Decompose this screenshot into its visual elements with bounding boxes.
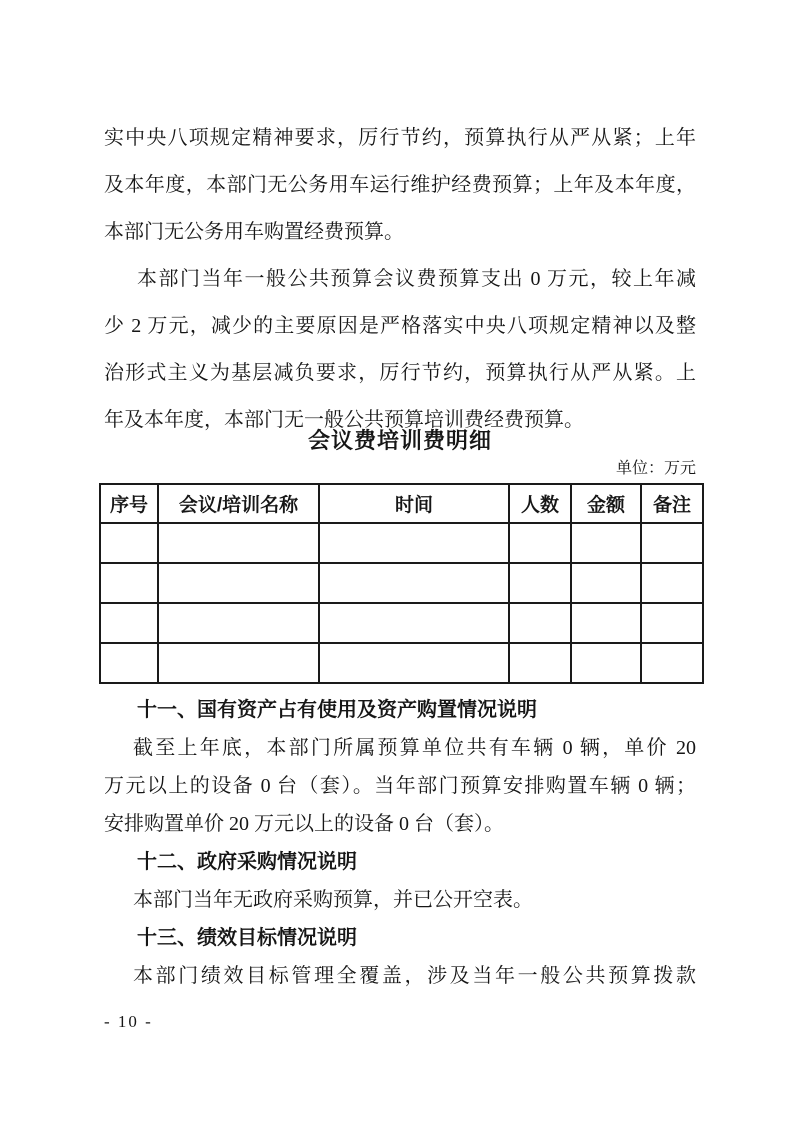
empty-cell [641,563,703,603]
column-header-index: 序号 [100,484,158,523]
table-row [100,643,703,683]
paragraph-line: 安排购置单价 20 万元以上的设备 0 台（套）。 [104,813,504,835]
section-13-heading: 十三、绩效目标情况说明 [137,927,357,949]
empty-cell [319,643,509,683]
paragraph-line: 实中央八项规定精神要求，厉行节约，预算执行从严从紧；上年 [104,127,696,149]
column-header-amount: 金额 [571,484,641,523]
column-header-name: 会议/培训名称 [158,484,319,523]
paragraph-line: 年及本年度，本部门无一般公共预算培训费经费预算。 [104,409,584,431]
empty-cell [100,563,158,603]
column-header-people: 人数 [509,484,571,523]
empty-cell [641,603,703,643]
paragraph-line: 万元以上的设备 0 台（套）。当年部门预算安排购置车辆 0 辆； [104,775,696,797]
empty-cell [571,643,641,683]
column-header-remark: 备注 [641,484,703,523]
empty-cell [100,603,158,643]
paragraph-line: 本部门当年无政府采购预算，并已公开空表。 [133,889,533,911]
empty-cell [158,643,319,683]
meeting-training-table [99,483,704,684]
empty-cell [100,523,158,563]
table-header-row [100,484,703,523]
empty-cell [571,603,641,643]
table-row [100,523,703,563]
empty-cell [319,523,509,563]
empty-cell [319,563,509,603]
empty-cell [158,603,319,643]
unit-note: 单位：万元 [615,460,696,477]
empty-cell [509,563,571,603]
table-title: 会议费培训费明细 [307,428,492,453]
top-paragraphs [104,115,696,444]
empty-cell [158,523,319,563]
paragraph-line: 截至上年底，本部门所属预算单位共有车辆 0 辆，单价 20 [133,737,696,759]
empty-cell [571,523,641,563]
section-11-heading: 十一、国有资产占有使用及资产购置情况说明 [137,699,537,721]
empty-cell [571,563,641,603]
page-number: - 10 - [104,1012,153,1031]
paragraph-line: 本部门绩效目标管理全覆盖，涉及当年一般公共预算拨款 [133,965,696,987]
table-row [100,603,703,643]
lower-sections [104,691,696,995]
paragraph-line: 少 2 万元，减少的主要原因是严格落实中央八项规定精神以及整 [104,315,696,337]
empty-cell [100,643,158,683]
empty-cell [509,643,571,683]
column-header-time: 时间 [319,484,509,523]
section-12-heading: 十二、政府采购情况说明 [137,851,357,873]
table-row [100,563,703,603]
paragraph-line: 本部门当年一般公共预算会议费预算支出 0 万元，较上年减 [137,268,696,290]
paragraph-line: 治形式主义为基层减负要求，厉行节约，预算执行从严从紧。上 [104,362,696,384]
empty-cell [319,603,509,643]
empty-cell [158,563,319,603]
empty-cell [641,523,703,563]
empty-cell [509,523,571,563]
empty-cell [641,643,703,683]
paragraph-line: 本部门无公务用车购置经费预算。 [104,221,404,243]
paragraph-line: 及本年度，本部门无公务用车运行维护经费预算；上年及本年度， [104,174,696,196]
empty-cell [509,603,571,643]
